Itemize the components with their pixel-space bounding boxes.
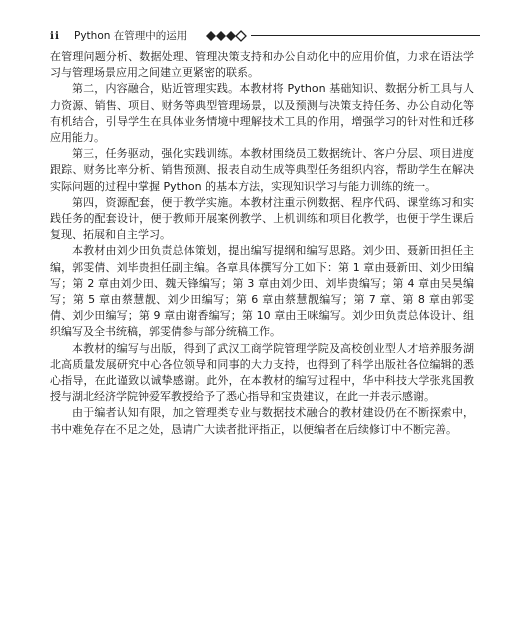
paragraph: 在管理问题分析、数据处理、管理决策支持和办公自动化中的应用价值，力求在语法学习与管理场景应用之间建立更紧密的联系。 xyxy=(50,50,474,80)
paragraph: 第四，资源配套，便于教学实施。本教材注重示例数据、程序代码、课堂练习和实践任务的配套设计，便于教师开展案例教学、上机训练和项目化教学，也便于学生课后复现、拓展和自主学习。 xyxy=(50,195,474,242)
header-rule xyxy=(251,35,480,36)
running-header xyxy=(50,27,480,45)
paragraph: 本教材由刘少田负责总体策划，提出编写提纲和编写思路。刘少田、聂新田担任主编，郭雯倩、刘毕贵担任副主编。各章具体撰写分工如下：第 1 章由聂新田、刘少田编写；第 2 章由刘少田、魏天锋编写；第 3 章由刘少田、刘毕贵编写；第 4 章由吴昊编写；第 5 章由蔡慧靓、刘少田编写；第 6 章由蔡慧靓编写；第 7 章、第 8 章由郭雯倩、刘少田编写；第 9 章由谢香编写；第 10 章由王咪编写。刘少田负责总体设计、组织编写及全书统稿，郭雯倩参与部分统稿工作。 xyxy=(50,244,474,339)
paragraph: 本教材的编写与出版，得到了武汉工商学院管理学院及高校创业型人才培养服务湖北高质量发展研究中心各位领导和同事的大力支持，也得到了科学出版社各位编辑的悉心指导，在此谨致以诚挚感谢。此外，在本教材的编写过程中，华中科技大学张兆国教授与湖北经济学院钟爱军教授给予了悉心指导和宝贵建议，在此一并表示感谢。 xyxy=(50,341,474,404)
paragraph: 由于编者认知有限，加之管理类专业与数据技术融合的教材建设仍在不断探索中，书中难免存在不足之处，恳请广大读者批评指正，以便编者在后续修订中不断完善。 xyxy=(50,406,474,436)
running-title: Python 在管理中的运用 xyxy=(74,30,188,42)
paragraph: 第二，内容融合，贴近管理实践。本教材将 Python 基础知识、数据分析工具与人力资源、销售、项目、财务等典型管理场景，以及预测与决策支持任务、办公自动化等有机结合，引导学生在具体业务情境中理解技术工具的作用，增强学习的针对性和迁移应用能力。 xyxy=(50,82,474,145)
paragraph: 第三，任务驱动，强化实践训练。本教材围绕员工数据统计、客户分层、项目进度跟踪、财务比率分析、销售预测、报表自动生成等典型任务组织内容，帮助学生在解决实际问题的过程中掌握 Python 的基本方法，实现知识学习与能力训练的统一。 xyxy=(50,147,474,193)
body-text xyxy=(50,49,474,438)
page-number: ii xyxy=(50,30,60,42)
diamond-ornament-icon xyxy=(206,30,248,42)
